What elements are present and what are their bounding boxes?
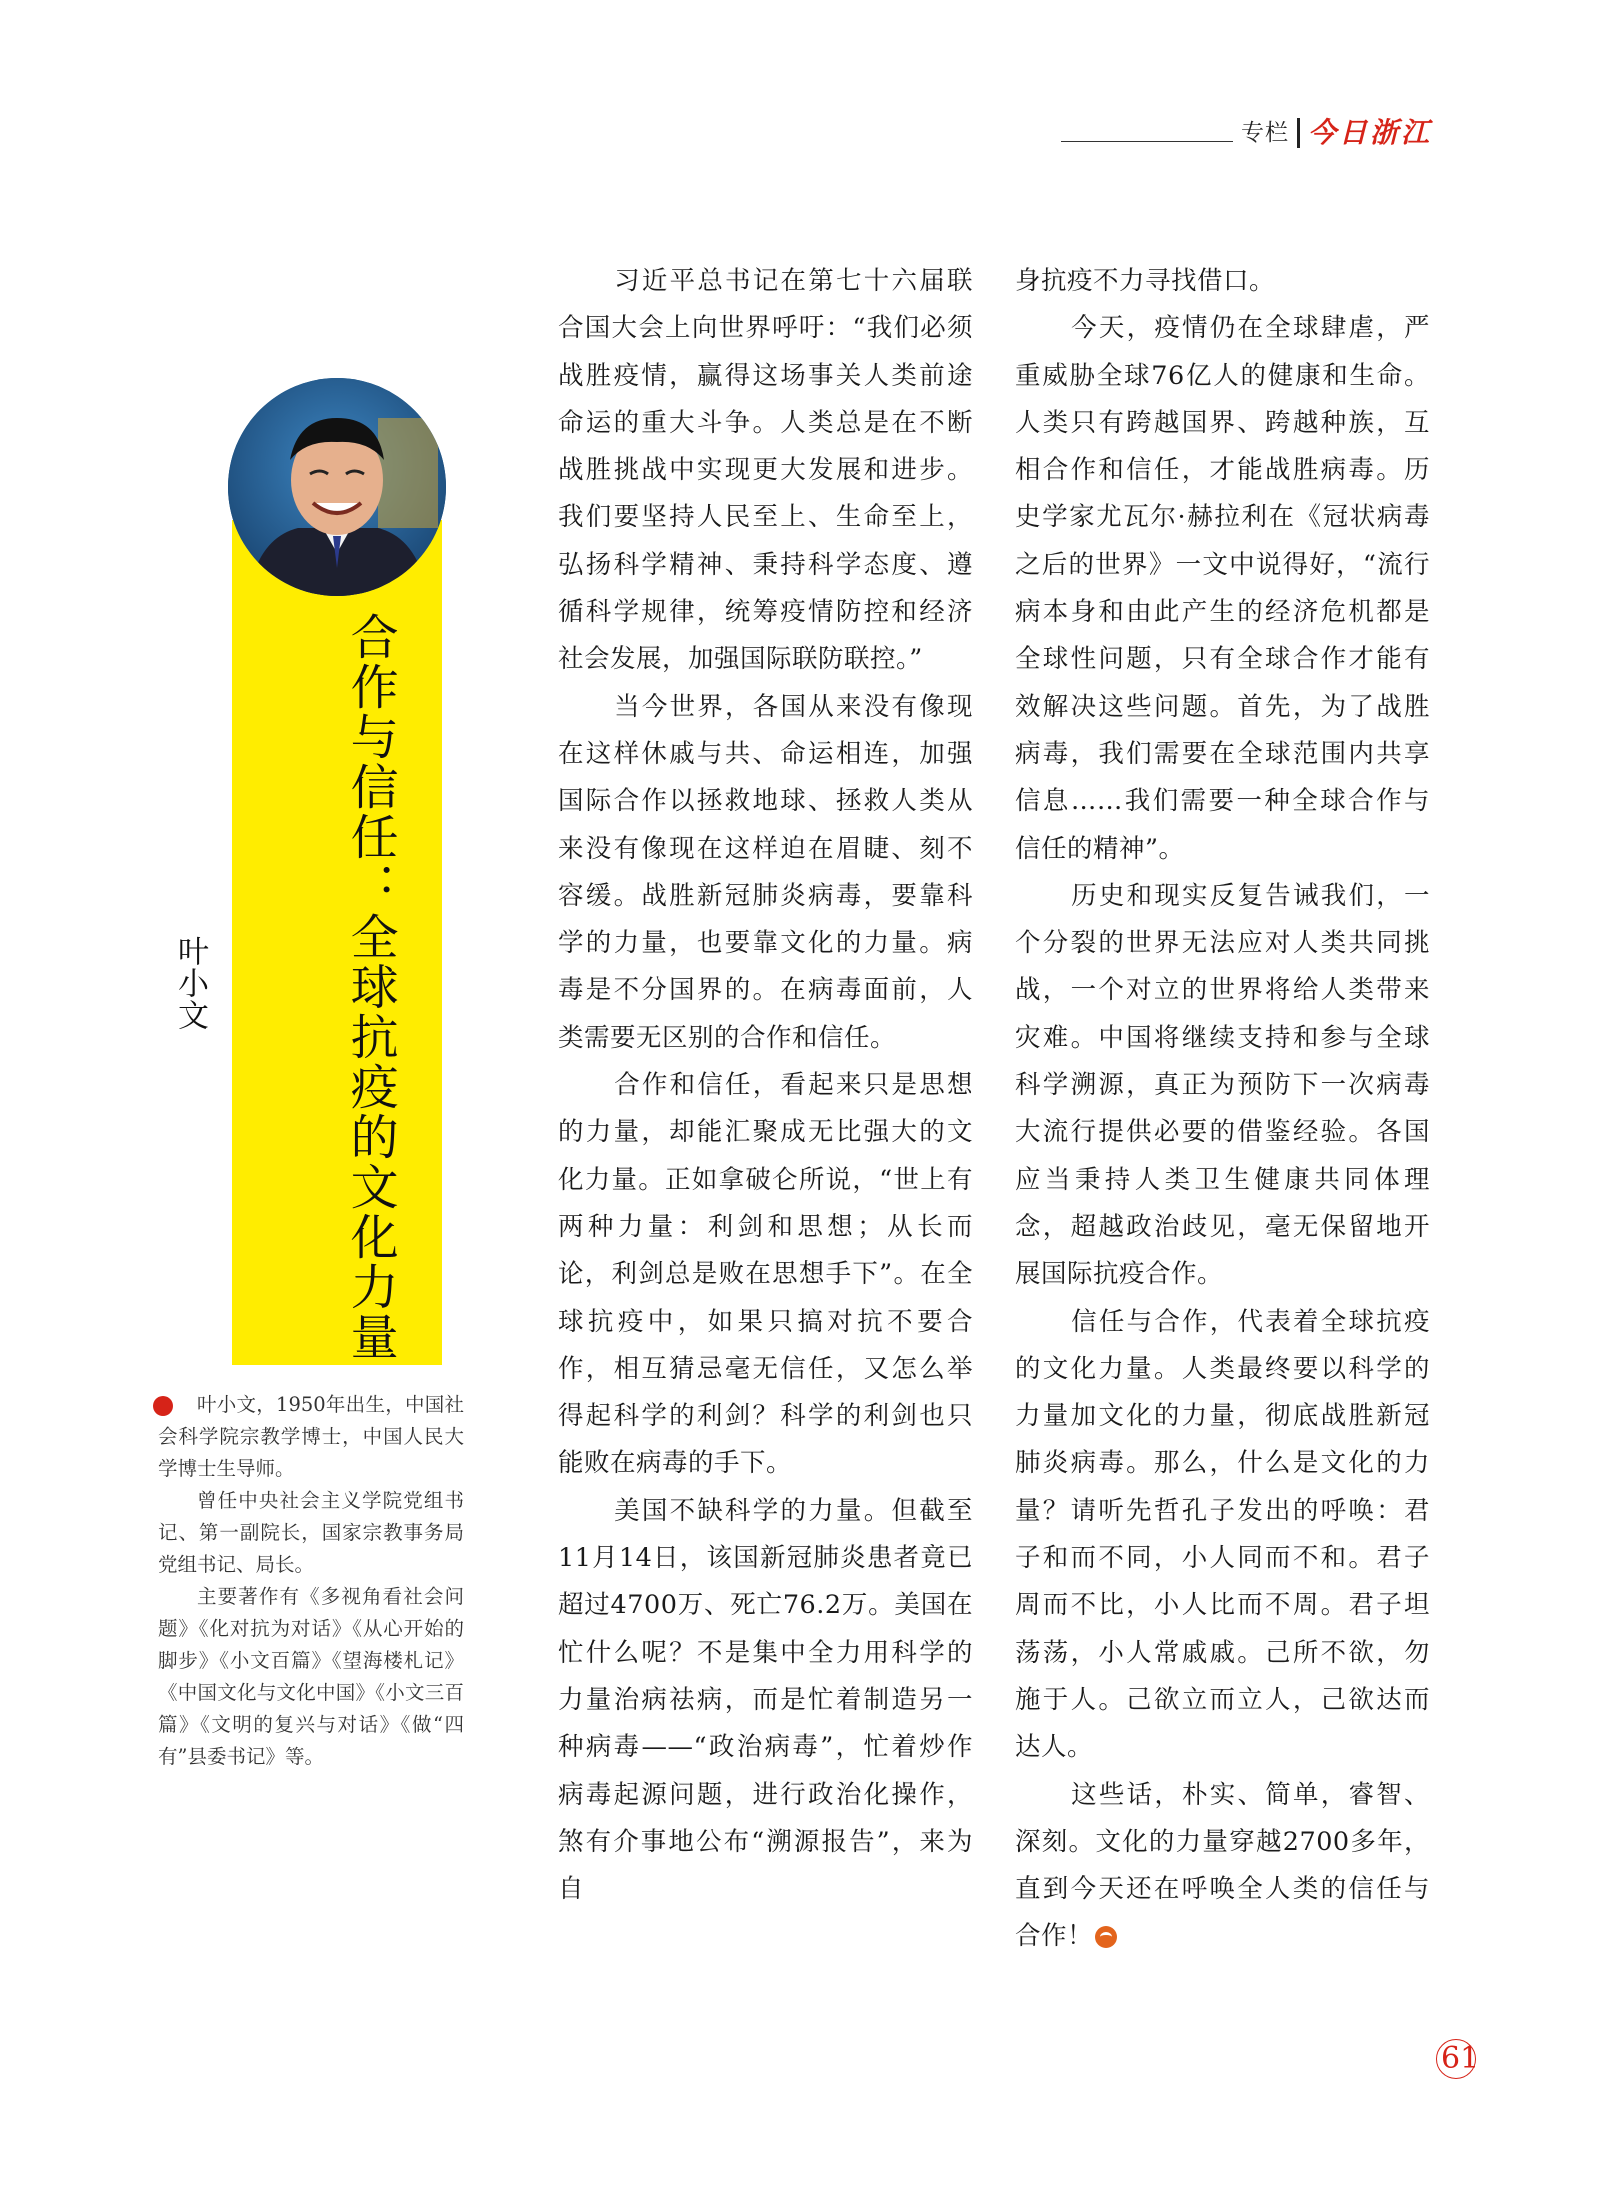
- body-column-1: [558, 258, 973, 1913]
- closing-paragraph: [1015, 1772, 1430, 1961]
- bio-paragraph: 主要著作有《多视角看社会问题》《化对抗为对话》《从心开始的脚步》《小文百篇》《望海楼札记》《中国文化与文化中国》《小文三百篇》《文明的复兴与对话》《做“四有”县委书记》等。: [158, 1585, 464, 1768]
- brand-logo: 今日浙江: [1307, 116, 1432, 149]
- header-rule: [1061, 141, 1233, 142]
- author-bio: [158, 1389, 464, 1773]
- column-label: 专栏: [1240, 120, 1289, 146]
- author-portrait: [228, 378, 446, 596]
- closing-text: 这些话，朴实、简单，睿智、深刻。文化的力量穿越2700多年，直到今天还在呼唤全人类的信任与合作！: [1015, 1779, 1430, 1952]
- brand-end-icon: [1095, 1926, 1117, 1948]
- body-paragraph: 历史和现实反复告诫我们，一个分裂的世界无法应对人类共同挑战，一个对立的世界将给人类带来灾难。中国将继续支持和参与全球科学溯源，真正为预防下一次病毒大流行提供必要的借鉴经验。各国应当秉持人类卫生健康共同体理念，超越政治歧见，毫无保留地开展国际抗疫合作。: [1015, 880, 1430, 1290]
- body-paragraph: 美国不缺科学的力量。但截至11月14日，该国新冠肺炎患者竟已超过4700万、死亡76.2万。美国在忙什么呢？不是集中全力用科学的力量治病祛病，而是忙着制造另一种病毒——“政治病毒”，忙着炒作病毒起源问题，进行政治化操作，煞有介事地公布“溯源报告”，来为自: [558, 1495, 973, 1905]
- bio-paragraph: 曾任中央社会主义学院党组书记、第一副院长，国家宗教事务局党组书记、局长。: [158, 1489, 464, 1576]
- portrait-image: [228, 378, 446, 596]
- body-paragraph: 今天，疫情仍在全球肆虐，严重威胁全球76亿人的健康和生命。人类只有跨越国界、跨越种族，互相合作和信任，才能战胜病毒。历史学家尤瓦尔·赫拉利在《冠状病毒之后的世界》一文中说得好，“流行病本身和由此产生的经济危机都是全球性问题，只有全球合作才能有效解决这些问题。首先，为了战胜病毒，我们需要在全球范围内共享信息……我们需要一种全球合作与信任的精神”。: [1015, 313, 1430, 864]
- bio-paragraph: 叶小文，1950年出生，中国社会科学院宗教学博士，中国人民大学博士生导师。: [158, 1393, 464, 1480]
- body-paragraph-continued: 身抗疫不力寻找借口。: [1015, 266, 1276, 296]
- body-paragraph: 信任与合作，代表着全球抗疫的文化力量。人类最终要以科学的力量加文化的力量，彻底战胜新冠肺炎病毒。那么，什么是文化的力量？请听先哲孔子发出的呼唤：君子和而不同，小人同而不和。君子周而不比，小人比而不周。君子坦荡荡，小人常戚戚。己所不欲，勿施于人。己欲立而立人，己欲达而达人。: [1015, 1306, 1430, 1763]
- author-name: 叶小文: [172, 935, 208, 1031]
- body-column-2: [1015, 258, 1430, 1961]
- body-paragraph: 当今世界，各国从来没有像现在这样休戚与共、命运相连，加强国际合作以拯救地球、拯救人类从来没有像现在这样迫在眉睫、刻不容缓。战胜新冠肺炎病毒，要靠科学的力量，也要靠文化的力量。病毒是不分国界的。在病毒面前，人类需要无区别的合作和信任。: [558, 691, 973, 1053]
- page-number: 61: [1441, 2041, 1480, 2076]
- header-separator: [1297, 118, 1300, 148]
- title-banner: [232, 520, 442, 1365]
- article-title: 合作与信任：全球抗疫的文化力量: [342, 612, 399, 1362]
- body-paragraph: 习近平总书记在第七十六届联合国大会上向世界呼吁：“我们必须战胜疫情，赢得这场事关人类前途命运的重大斗争。人类总是在不断战胜挑战中实现更大发展和进步。我们要坚持人民至上、生命至上，弘扬科学精神、秉持科学态度、遵循科学规律，统筹疫情防控和经济社会发展，加强国际联防联控。”: [558, 266, 973, 675]
- body-paragraph: 合作和信任，看起来只是思想的力量，却能汇聚成无比强大的文化力量。正如拿破仑所说，“世上有两种力量：利剑和思想；从长而论，利剑总是败在思想手下”。在全球抗疫中，如果只搞对抗不要合作，相互猜忌毫无信任，又怎么举得起科学的利剑？科学的利剑也只能败在病毒的手下。: [558, 1070, 973, 1479]
- page-header: [1061, 118, 1432, 148]
